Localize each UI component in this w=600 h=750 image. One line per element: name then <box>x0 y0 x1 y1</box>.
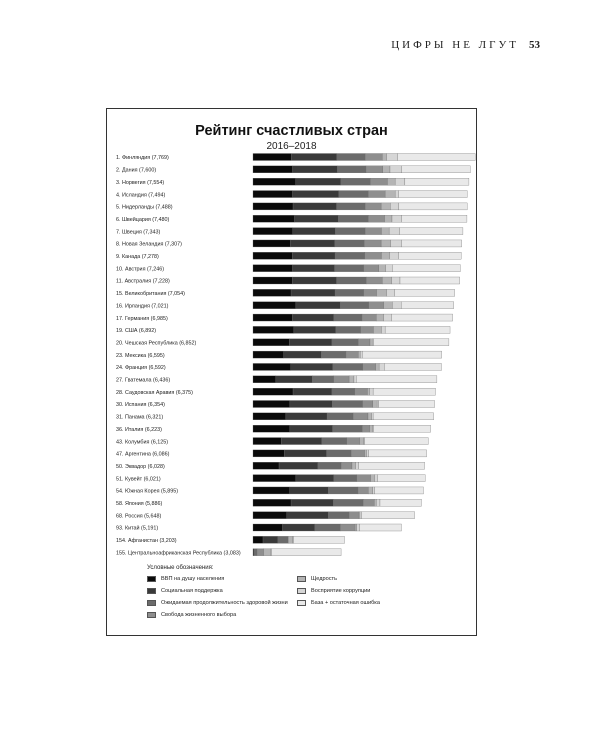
bar-segment <box>335 265 364 272</box>
bar-segment <box>296 302 340 309</box>
bar-segment <box>363 499 374 506</box>
legend-swatch <box>147 576 156 582</box>
bar-segment <box>253 450 284 457</box>
bar-segment <box>387 178 395 185</box>
bar-segment <box>352 462 356 469</box>
bar-segment <box>253 388 293 395</box>
bar-segment <box>361 326 374 333</box>
bar-segment <box>253 302 296 309</box>
bar-segment <box>290 425 333 432</box>
legend-label: База + остаточная ошибка <box>311 600 380 606</box>
legend-item <box>297 575 457 583</box>
legend-label: Щедрость <box>311 576 337 582</box>
bar-segment <box>264 549 271 556</box>
bar-segment <box>334 475 357 482</box>
bar-segment <box>370 388 373 395</box>
bar-segment <box>347 438 360 445</box>
bar-segment <box>368 487 373 494</box>
bar-segment <box>253 166 292 173</box>
bar-segment <box>253 240 290 247</box>
running-head <box>391 39 540 51</box>
bar-segment <box>281 438 321 445</box>
bar-segment <box>332 388 355 395</box>
bar-segment <box>359 462 425 469</box>
bar-segment <box>364 438 365 445</box>
bar-segment <box>375 487 424 494</box>
bar-segment <box>376 314 383 321</box>
bar-segment <box>364 265 379 272</box>
page-number: 53 <box>529 39 540 51</box>
bar-segment <box>368 413 372 420</box>
bar-segment <box>366 277 382 284</box>
bar-segment <box>253 154 291 161</box>
bar-segment <box>379 363 384 370</box>
bar-segment <box>381 326 385 333</box>
bar-segment <box>381 240 390 247</box>
bar-segment <box>373 425 430 432</box>
bar-segment <box>365 228 381 235</box>
bar-segment <box>392 277 400 284</box>
bar-segment <box>284 450 326 457</box>
bar-segment <box>334 376 349 383</box>
bar-segment <box>390 203 399 210</box>
bar-segment <box>253 252 292 259</box>
chart-title: Рейтинг счастливых стран <box>195 123 388 139</box>
bar-segment <box>327 450 352 457</box>
bar-segment <box>312 376 333 383</box>
bar-segment <box>327 413 353 420</box>
category-label: 28. Саудовская Аравия (6,375) <box>116 389 193 396</box>
bar-segment <box>372 413 373 420</box>
category-label: 68. Россия (5,648) <box>116 513 162 520</box>
category-label: 51. Кувейт (6,021) <box>116 476 161 483</box>
legend-grid <box>147 575 467 619</box>
bar-segment <box>253 203 293 210</box>
bar-segment <box>391 314 452 321</box>
bar-segment <box>355 388 368 395</box>
bar-segment <box>358 351 360 358</box>
bar-segment <box>402 215 467 222</box>
bar-segment <box>332 401 362 408</box>
bar-segment <box>253 265 292 272</box>
bar-segment <box>328 487 358 494</box>
bar-segment <box>253 363 291 370</box>
legend-item <box>147 587 297 595</box>
bar-segment <box>386 265 393 272</box>
bar-segment <box>371 475 375 482</box>
bar-segment <box>335 289 364 296</box>
bar-segment <box>318 462 341 469</box>
bar-segment <box>380 499 421 506</box>
bar-segment <box>263 536 278 543</box>
category-label: 16. Ирландия (7,021) <box>116 303 169 310</box>
category-label: 93. Китай (5,191) <box>116 525 159 532</box>
bar-segment <box>384 302 393 309</box>
category-label: 43. Колумбия (6,125) <box>116 439 169 446</box>
bar-segment <box>382 277 391 284</box>
category-label: 17. Германия (6,985) <box>116 315 168 322</box>
bar-segment <box>337 277 367 284</box>
bar-segment <box>357 475 371 482</box>
legend-swatch <box>297 600 306 606</box>
bar-segment <box>356 376 437 383</box>
bar-segment <box>253 524 282 531</box>
category-label: 30. Испания (6,354) <box>116 402 165 409</box>
bar-segment <box>366 166 383 173</box>
bar-segment <box>358 339 370 346</box>
bar-segment <box>402 166 471 173</box>
bar-segment <box>291 363 333 370</box>
bar-segment <box>391 240 402 247</box>
bar-segment <box>390 252 399 259</box>
bar-segment <box>293 203 336 210</box>
bar-segment <box>361 512 414 519</box>
legend-label: Социальная поддержка <box>161 588 223 594</box>
bar-segment <box>253 438 281 445</box>
bar-segment <box>253 487 290 494</box>
bar-segment <box>399 252 462 259</box>
bar-segment <box>254 549 257 556</box>
running-title: ЦИФРЫ НЕ ЛГУТ <box>391 39 519 51</box>
bar-segment <box>253 425 290 432</box>
legend-item <box>297 599 457 607</box>
bar-segment <box>292 265 334 272</box>
bar-segment <box>358 487 368 494</box>
bar-segment <box>334 314 362 321</box>
bar-segment <box>400 228 463 235</box>
bar-segment <box>373 388 435 395</box>
category-label: 15. Великобритания (7,054) <box>116 291 185 298</box>
bar-segment <box>335 228 365 235</box>
stacked-bar-chart <box>107 109 476 559</box>
bar-segment <box>341 178 370 185</box>
bar-segment <box>253 401 290 408</box>
bar-segment <box>364 289 377 296</box>
bar-segment <box>395 191 398 198</box>
bar-segment <box>395 289 455 296</box>
legend-label: Ожидаемая продолжительность здоровой жизни <box>161 600 288 606</box>
bar-segment <box>365 438 428 445</box>
bar-segment <box>355 524 357 531</box>
bar-segment <box>253 413 286 420</box>
bar-segment <box>373 326 381 333</box>
category-label: 4. Исландия (7,494) <box>116 192 166 199</box>
bar-segment <box>278 536 288 543</box>
bar-segment <box>365 252 382 259</box>
bar-segment <box>372 339 373 346</box>
bar-segment <box>401 240 461 247</box>
bar-segment <box>379 265 386 272</box>
legend-swatch <box>297 588 306 594</box>
bar-segment <box>362 425 369 432</box>
bar-segment <box>382 154 386 161</box>
bar-segment <box>363 363 376 370</box>
bar-segment <box>282 524 314 531</box>
bar-segment <box>253 339 289 346</box>
bar-segment <box>374 499 376 506</box>
bar-segment <box>381 252 389 259</box>
bar-segment <box>292 166 337 173</box>
bar-segment <box>296 475 334 482</box>
bar-segment <box>340 524 355 531</box>
bar-segment <box>354 376 356 383</box>
bar-segment <box>253 191 292 198</box>
bar-segment <box>364 240 381 247</box>
bar-segment <box>370 425 373 432</box>
bar-segment <box>288 536 293 543</box>
bar-segment <box>321 351 346 358</box>
bar-segment <box>293 388 332 395</box>
bar-segment <box>290 401 332 408</box>
bar-segment <box>337 203 366 210</box>
bar-segment <box>335 252 365 259</box>
legend-item <box>147 599 297 607</box>
bar-segment <box>253 178 296 185</box>
legend-swatch <box>147 588 156 594</box>
bar-segment <box>349 376 354 383</box>
category-label: 154. Афганистан (3,203) <box>116 538 177 545</box>
bar-segment <box>296 178 341 185</box>
category-label: 54. Южная Корея (5,895) <box>116 488 179 495</box>
bar-segment <box>253 462 279 469</box>
bar-segment <box>399 191 468 198</box>
bar-segment <box>294 326 336 333</box>
bar-segment <box>333 499 363 506</box>
bar-segment <box>365 450 367 457</box>
category-label: 155. Центральноафриканская Республика (3,083) <box>116 550 241 557</box>
bar-segment <box>315 524 340 531</box>
bar-segment <box>253 289 291 296</box>
bar-segment <box>385 215 392 222</box>
category-label: 19. США (6,892) <box>116 328 156 335</box>
bar-segment <box>399 203 467 210</box>
chart-frame <box>106 108 477 636</box>
bar-segment <box>289 339 332 346</box>
bar-segment <box>373 339 449 346</box>
bar-segment <box>253 499 291 506</box>
category-label: 6. Швейцария (7,480) <box>116 216 170 223</box>
bar-segment <box>294 536 345 543</box>
legend-label: ВВП на душу населения <box>161 576 225 582</box>
bar-segment <box>360 351 362 358</box>
bar-segment <box>293 228 336 235</box>
bar-segment <box>368 215 384 222</box>
legend-item <box>147 611 297 619</box>
bar-segment <box>333 425 363 432</box>
bar-segment <box>367 450 369 457</box>
bar-segment <box>370 339 372 346</box>
category-label: 7. Швеция (7,343) <box>116 229 161 236</box>
bar-segment <box>253 228 293 235</box>
bar-segment <box>369 302 384 309</box>
legend-swatch <box>297 576 306 582</box>
bar-segment <box>253 314 292 321</box>
bar-segment <box>333 363 363 370</box>
bar-segment <box>395 178 405 185</box>
bar-segment <box>384 314 392 321</box>
bar-segment <box>257 549 264 556</box>
bar-segment <box>270 549 271 556</box>
bar-segment <box>390 166 402 173</box>
legend-label: Восприятие коррупции <box>311 588 371 594</box>
bar-segment <box>377 401 379 408</box>
bar-segment <box>284 351 322 358</box>
bar-segment <box>341 462 352 469</box>
category-label: 58. Япония (5,886) <box>116 501 163 507</box>
bar-segment <box>385 191 395 198</box>
bar-segment <box>353 413 368 420</box>
bar-segment <box>381 228 389 235</box>
bar-segment <box>253 376 276 383</box>
category-label: 10. Австрия (7,246) <box>116 266 165 273</box>
chart-subtitle: 2016–2018 <box>266 141 317 152</box>
bar-segment <box>385 326 450 333</box>
bar-segment <box>346 351 358 358</box>
category-label: 47. Аргентина (6,086) <box>116 451 170 458</box>
bar-segment <box>398 154 476 161</box>
bar-segment <box>362 314 376 321</box>
bar-segment <box>253 351 284 358</box>
bar-segment <box>400 277 460 284</box>
bar-segment <box>376 499 380 506</box>
bar-segment <box>360 438 364 445</box>
bar-segment <box>351 450 364 457</box>
bar-segment <box>338 215 368 222</box>
category-label: 9. Канада (7,278) <box>116 254 159 260</box>
bar-segment <box>384 363 441 370</box>
bar-segment <box>363 401 373 408</box>
bar-segment <box>373 401 377 408</box>
bar-segment <box>337 166 366 173</box>
bar-segment <box>253 536 263 543</box>
bar-segment <box>291 154 336 161</box>
bar-segment <box>322 438 347 445</box>
category-label: 31. Панама (6,321) <box>116 414 164 421</box>
category-label: 50. Эквадор (6,028) <box>116 463 165 470</box>
category-label: 1. Финляндия (7,769) <box>116 155 169 162</box>
bar-segment <box>392 215 402 222</box>
bar-segment <box>294 215 338 222</box>
bar-segment <box>373 413 434 420</box>
bar-segment <box>387 154 398 161</box>
bar-segment <box>337 154 365 161</box>
bar-segment <box>336 326 361 333</box>
bar-segment <box>387 289 395 296</box>
bar-segment <box>356 462 359 469</box>
bar-segment <box>373 487 375 494</box>
bar-segment <box>291 499 333 506</box>
bar-segment <box>253 277 292 284</box>
bar-segment <box>383 166 390 173</box>
category-label: 27. Гватемала (6,436) <box>116 377 171 384</box>
legend <box>147 565 467 619</box>
bar-segment <box>335 240 364 247</box>
legend-label: Свобода жизненного выбора <box>161 612 237 618</box>
bar-segment <box>279 462 318 469</box>
bar-segment <box>357 524 360 531</box>
category-label: 8. Новая Зеландия (7,307) <box>116 241 182 248</box>
bar-segment <box>253 475 296 482</box>
bar-segment <box>376 363 379 370</box>
bar-segment <box>290 487 329 494</box>
bar-segment <box>360 512 361 519</box>
category-label: 5. Нидерланды (7,488) <box>116 204 173 211</box>
bar-segment <box>370 178 387 185</box>
bar-segment <box>405 178 469 185</box>
bar-segment <box>292 277 336 284</box>
bar-segment <box>359 512 360 519</box>
bar-segment <box>392 302 401 309</box>
bar-segment <box>377 475 425 482</box>
legend-item <box>297 587 457 595</box>
bar-segment <box>290 240 335 247</box>
bar-segment <box>381 203 390 210</box>
bar-segment <box>401 302 454 309</box>
bar-segment <box>292 252 335 259</box>
bar-segment <box>340 302 369 309</box>
bar-segment <box>276 376 312 383</box>
bar-segment <box>379 401 435 408</box>
bar-segment <box>392 265 460 272</box>
bar-segment <box>365 154 382 161</box>
bar-segment <box>367 388 369 395</box>
category-label: 36. Италия (6,223) <box>116 426 162 433</box>
bar-segment <box>328 512 349 519</box>
category-label: 23. Мексика (6,595) <box>116 352 165 359</box>
legend-title: Условные обозначения: <box>147 565 214 571</box>
category-label: 2. Дания (7,600) <box>116 167 157 174</box>
bar-segment <box>253 326 294 333</box>
legend-swatch <box>147 612 156 618</box>
category-label: 24. Франция (6,592) <box>116 365 166 372</box>
bar-segment <box>287 512 328 519</box>
bar-segment <box>332 339 358 346</box>
bar-segment <box>368 191 385 198</box>
bar-segment <box>292 191 338 198</box>
bar-segment <box>272 549 342 556</box>
bar-segment <box>362 351 442 358</box>
bar-segment <box>377 289 387 296</box>
bar-segment <box>339 191 368 198</box>
bar-segment <box>375 475 378 482</box>
bar-segment <box>349 512 358 519</box>
bar-segment <box>365 203 381 210</box>
bar-segment <box>253 215 294 222</box>
bar-segment <box>369 450 427 457</box>
category-label: 11. Австралия (7,228) <box>116 278 170 285</box>
bar-segment <box>286 413 327 420</box>
bar-segment <box>291 289 335 296</box>
bar-segment <box>389 228 400 235</box>
bar-segment <box>292 314 333 321</box>
legend-swatch <box>147 600 156 606</box>
bar-segment <box>253 512 287 519</box>
legend-item <box>147 575 297 583</box>
category-label: 3. Норвегия (7,554) <box>116 179 165 186</box>
bar-segment <box>360 524 402 531</box>
category-label: 20. Чешская Республика (6,852) <box>116 340 197 347</box>
